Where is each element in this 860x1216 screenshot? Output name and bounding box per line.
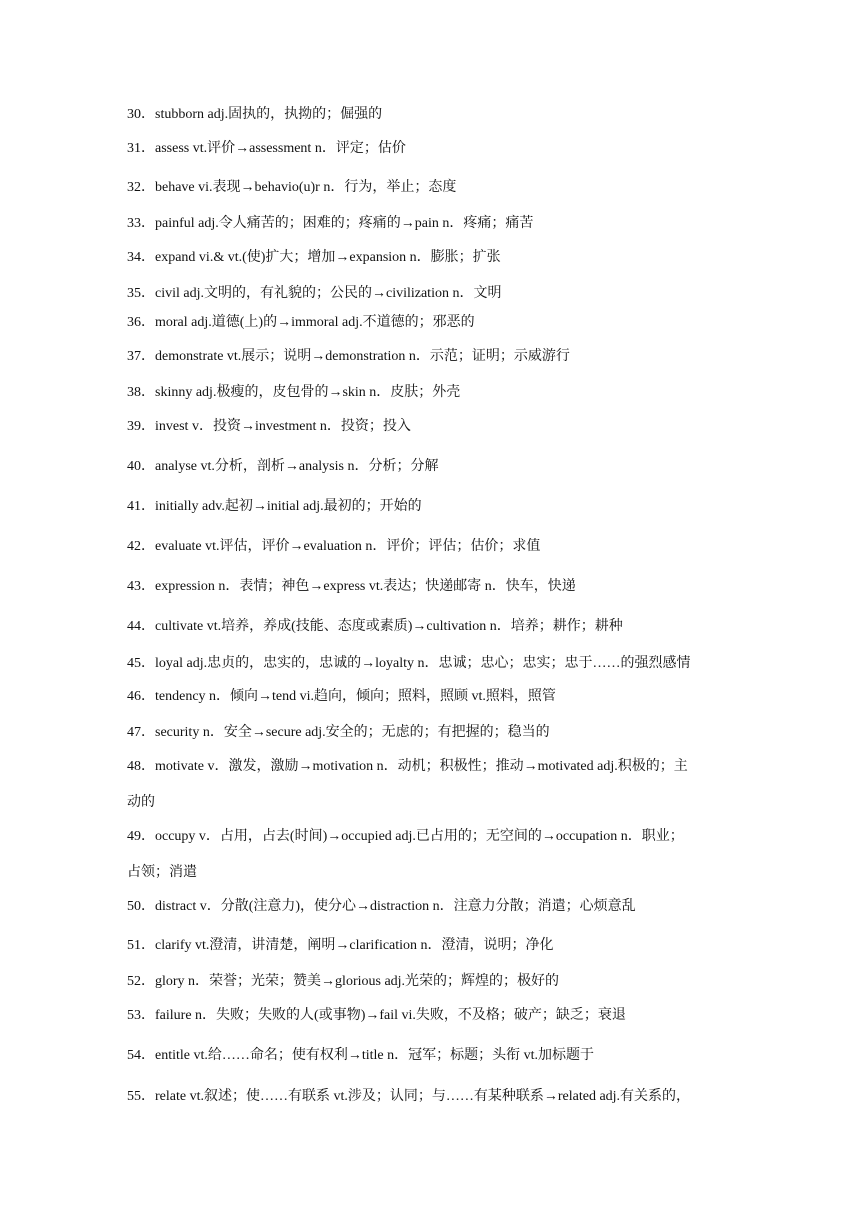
vocab-entry-55: 55．relate vt.叙述；使……有联系 vt.涉及；认同；与……有某种联系→related adj.有关系的， <box>127 1089 691 1104</box>
vocab-entry-50: 50．distract v．分散(注意力)，使分心→distraction n．注意力分散；消遣；心烦意乱 <box>127 899 636 914</box>
vocab-entry-43: 43．expression n．表情；神色→express vt.表达；快递邮寄 n．快车，快递 <box>127 579 576 594</box>
vocab-entry-32: 32．behave vi.表现→behavio(u)r n．行为，举止；态度 <box>127 180 457 195</box>
vocab-entry-39: 39．invest v．投资→investment n．投资；投入 <box>127 419 411 434</box>
vocab-entry-51: 51．clarify vt.澄清，讲清楚，阐明→clarification n．澄清，说明；净化 <box>127 938 554 953</box>
vocab-entry-46: 46．tendency n．倾向→tend vi.趋向，倾向；照料，照顾 vt.照料，照管 <box>127 689 556 704</box>
vocab-entry-36: 36．moral adj.道德(上)的→immoral adj.不道德的；邪恶的 <box>127 315 475 330</box>
vocab-entry-47: 47．security n．安全→secure adj.安全的；无虑的；有把握的；稳当的 <box>127 725 550 740</box>
vocab-entry-33: 33．painful adj.令人痛苦的；困难的；疼痛的→pain n．疼痛；痛苦 <box>127 216 534 231</box>
vocab-entry-49: 49．occupy v．占用，占去(时间)→occupied adj.已占用的；无空间的→occupation n．职业； <box>127 829 684 844</box>
vocab-entry-48: 48．motivate v．激发，激励→motivation n．动机；积极性；推动→motivated adj.积极的；主 <box>127 759 688 774</box>
vocab-entry-34: 34．expand vi.& vt.(使)扩大；增加→expansion n．膨胀；扩张 <box>127 250 501 265</box>
vocab-entry-40: 40．analyse vt.分析，剖析→analysis n．分析；分解 <box>127 459 439 474</box>
vocab-entry-38: 38．skinny adj.极瘦的，皮包骨的→skin n．皮肤；外壳 <box>127 385 461 400</box>
vocab-entry-54: 54．entitle vt.给……命名；使有权利→title n．冠军；标题；头衔 vt.加标题于 <box>127 1048 595 1063</box>
vocab-entry-52: 52．glory n．荣誉；光荣；赞美→glorious adj.光荣的；辉煌的；极好的 <box>127 974 560 989</box>
vocab-entry-41: 41．initially adv.起初→initial adj.最初的；开始的 <box>127 499 422 514</box>
vocab-entry-48-continued: 动的 <box>127 795 155 810</box>
vocab-entry-31: 31．assess vt.评价→assessment n．评定；估价 <box>127 141 406 156</box>
vocab-entry-42: 42．evaluate vt.评估，评价→evaluation n．评价；评估；估价；求值 <box>127 539 541 554</box>
vocab-entry-45: 45．loyal adj.忠贞的，忠实的，忠诚的→loyalty n．忠诚；忠心；忠实；忠于……的强烈感情 <box>127 656 691 671</box>
vocab-entry-37: 37．demonstrate vt.展示；说明→demonstration n．示范；证明；示威游行 <box>127 349 570 364</box>
vocab-entry-30: 30．stubborn adj.固执的，执拗的；倔强的 <box>127 107 383 122</box>
vocab-entry-44: 44．cultivate vt.培养，养成(技能、态度或素质)→cultivation n．培养；耕作；耕种 <box>127 619 623 634</box>
vocab-entry-35: 35．civil adj.文明的，有礼貌的；公民的→civilization n．文明 <box>127 286 502 301</box>
vocab-entry-53: 53．failure n．失败；失败的人(或事物)→fail vi.失败，不及格；破产；缺乏；衰退 <box>127 1008 626 1023</box>
vocab-entry-49-continued: 占领；消遣 <box>127 865 197 880</box>
